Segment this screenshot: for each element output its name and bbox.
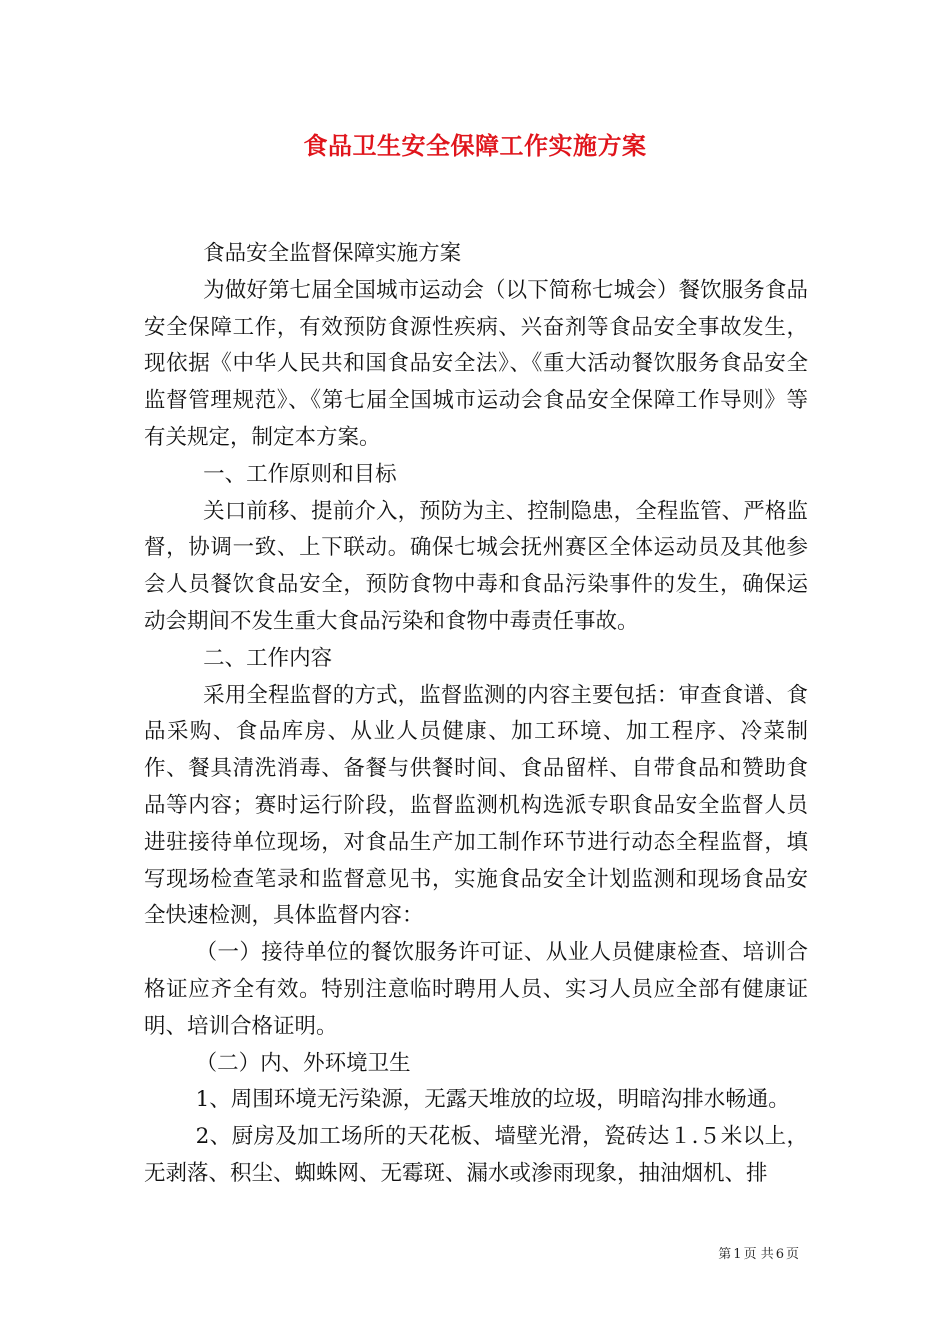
section-heading: 二、工作内容 [203, 645, 333, 671]
subsection-heading: （二）内、外环境卫生 [195, 1050, 411, 1076]
footer-suffix: 页 [785, 1247, 799, 1262]
current-page-number: 1 [733, 1247, 742, 1262]
document-title: 食品卫生安全保障工作实施方案 [303, 131, 647, 160]
body-paragraph: 采用全程监督的方式，监督监测的内容主要包括：审查食谱、食品采购、食品库房、从业人员健康、加工环境、加工程序、冷菜制作、餐具清洗消毒、备餐与供餐时间、食品留样、自带食品和赞助食品等内容；赛时运行阶段，监督监测机构选派专职食品安全监督人员进驻接待单位现场，对食品生产加工制作环节进行动态全程监督，填写现场检查笔录和监督意见书，实施食品安全计划监测和现场食品安全快速检测，具体监督内容： [144, 682, 808, 929]
body-paragraph: 关口前移、提前介入，预防为主、控制隐患，全程监管、严格监督，协调一致、上下联动。确保七城会抚州赛区全体运动员及其他参会人员餐饮食品安全，预防食物中毒和食品污染事件的发生，确保运动会期间不发生重大食品污染和食物中毒责任事故。 [144, 498, 808, 634]
body-paragraph: （一）接待单位的餐饮服务许可证、从业人员健康检查、培训合格证应齐全有效。特别注意临时聘用人员、实习人员应全部有健康证明、培训合格证明。 [144, 940, 808, 1039]
footer-middle: 页 共 [743, 1247, 774, 1262]
list-item: 2、厨房及加工场所的天花板、墙壁光滑，瓷砖达１.５米以上，无剥落、积尘、蜘蛛网、无霉斑、漏水或渗雨现象，抽油烟机、排 [144, 1124, 808, 1186]
footer-prefix: 第 [718, 1247, 732, 1262]
total-pages-number: 6 [775, 1247, 784, 1262]
document-subtitle: 食品安全监督保障实施方案 [203, 241, 462, 266]
section-heading: 一、工作原则和目标 [203, 461, 397, 487]
body-paragraph: 为做好第七届全国城市运动会（以下简称七城会）餐饮服务食品安全保障工作，有效预防食源性疾病、兴奋剂等食品安全事故发生，现依据《中华人民共和国食品安全法》、《重大活动餐饮服务食品安全监督管理规范》、《第七届全国城市运动会食品安全保障工作导则》等有关规定，制定本方案。 [144, 277, 808, 450]
list-item: 1、周围环境无污染源，无露天堆放的垃圾，明暗沟排水畅通。 [195, 1087, 790, 1113]
page-footer [717, 1246, 800, 1264]
document-body [144, 236, 808, 1193]
